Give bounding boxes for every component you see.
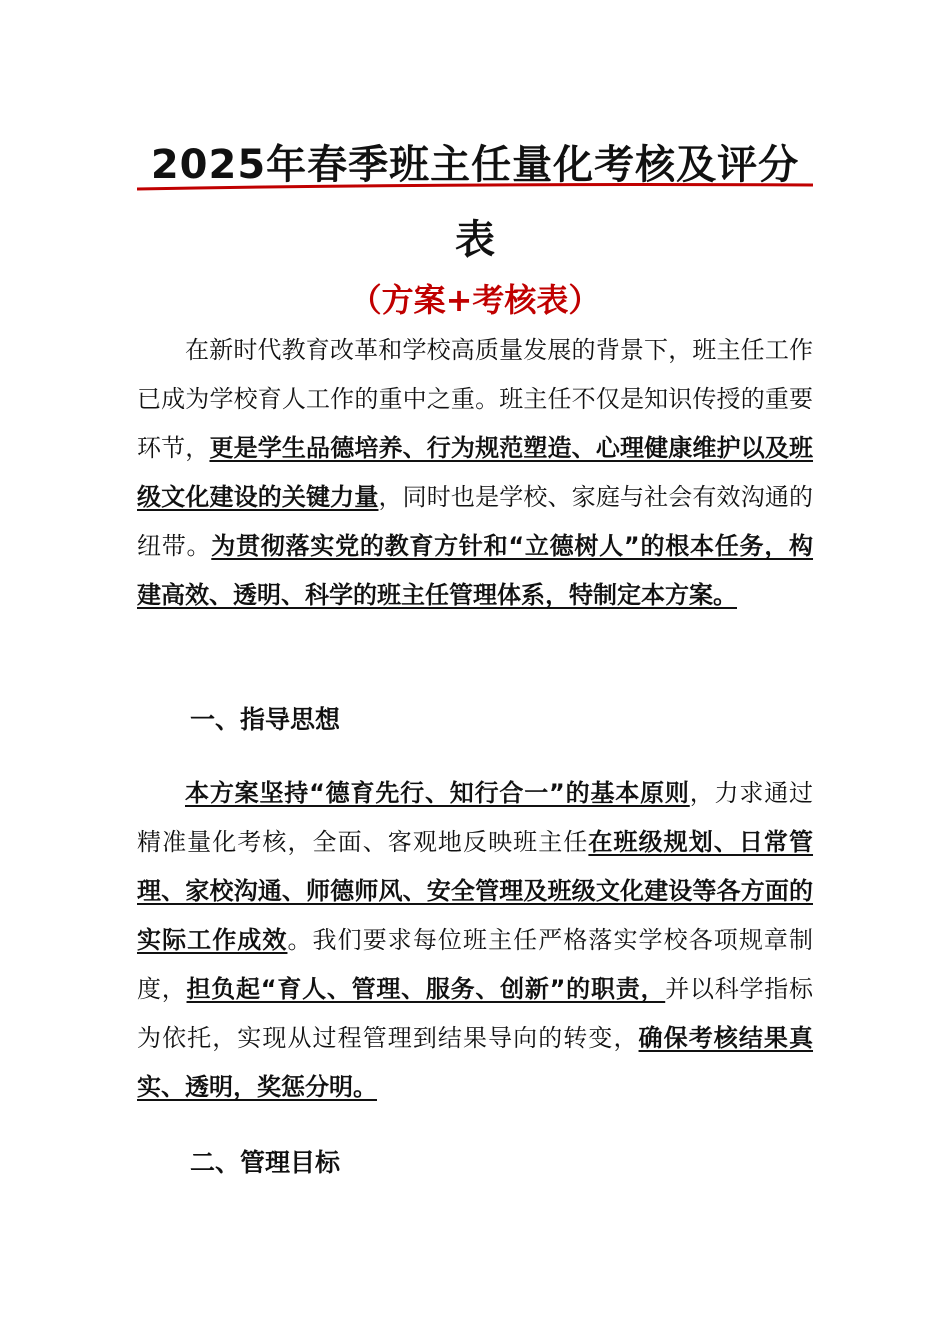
document-title-line-2: 表 <box>455 217 495 263</box>
document-subtitle: （方案+考核表） <box>349 281 601 319</box>
section-heading-guiding-ideology: 一、指导思想 <box>190 705 341 734</box>
intro-text-1: 在新时代教育改革和学校高质量发展的背景下，班主任工作已成为学校育人工作的重中之重。班主任不仅是知识传授的重要环节， <box>137 336 813 462</box>
section1-text-3: 并以科学指标为依托，实现从过程管理到结果导向的转变， <box>137 975 814 1052</box>
title-red-underline <box>137 183 813 191</box>
intro-text-2: ，同时也是学校、家庭与社会有效沟通的纽带。 <box>137 483 814 560</box>
intro-emphasis-1: 更是学生品德培养、行为规范塑造、心理健康维护以及班级文化建设的关键力量 <box>137 434 814 511</box>
intro-paragraph <box>137 326 813 620</box>
section1-emphasis-2: 在班级规划、日常管理、家校沟通、师德师风、安全管理及班级文化建设等各方面的实际工作成效 <box>137 828 814 954</box>
section1-text-1: ，力求通过精准量化考核，全面、客观地反映班主任 <box>137 779 814 856</box>
document-title-line-1: 2025年春季班主任量化考核及评分 <box>150 142 800 188</box>
section1-emphasis-3: 担负起“育人、管理、服务、创新”的职责， <box>186 975 666 1003</box>
section1-text-2: 。我们要求每位班主任严格落实学校各项规章制度， <box>137 926 814 1003</box>
section1-emphasis-4: 确保考核结果真实、透明，奖惩分明。 <box>137 1024 814 1101</box>
intro-emphasis-2: 为贯彻落实党的教育方针和“立德树人”的根本任务，构建高效、透明、科学的班主任管理体系，特制定本方案。 <box>137 532 814 609</box>
guiding-ideology-paragraph <box>137 769 813 1112</box>
section-heading-management-goals: 二、管理目标 <box>190 1148 341 1177</box>
section1-emphasis-1: 本方案坚持“德育先行、知行合一”的基本原则 <box>185 779 690 807</box>
